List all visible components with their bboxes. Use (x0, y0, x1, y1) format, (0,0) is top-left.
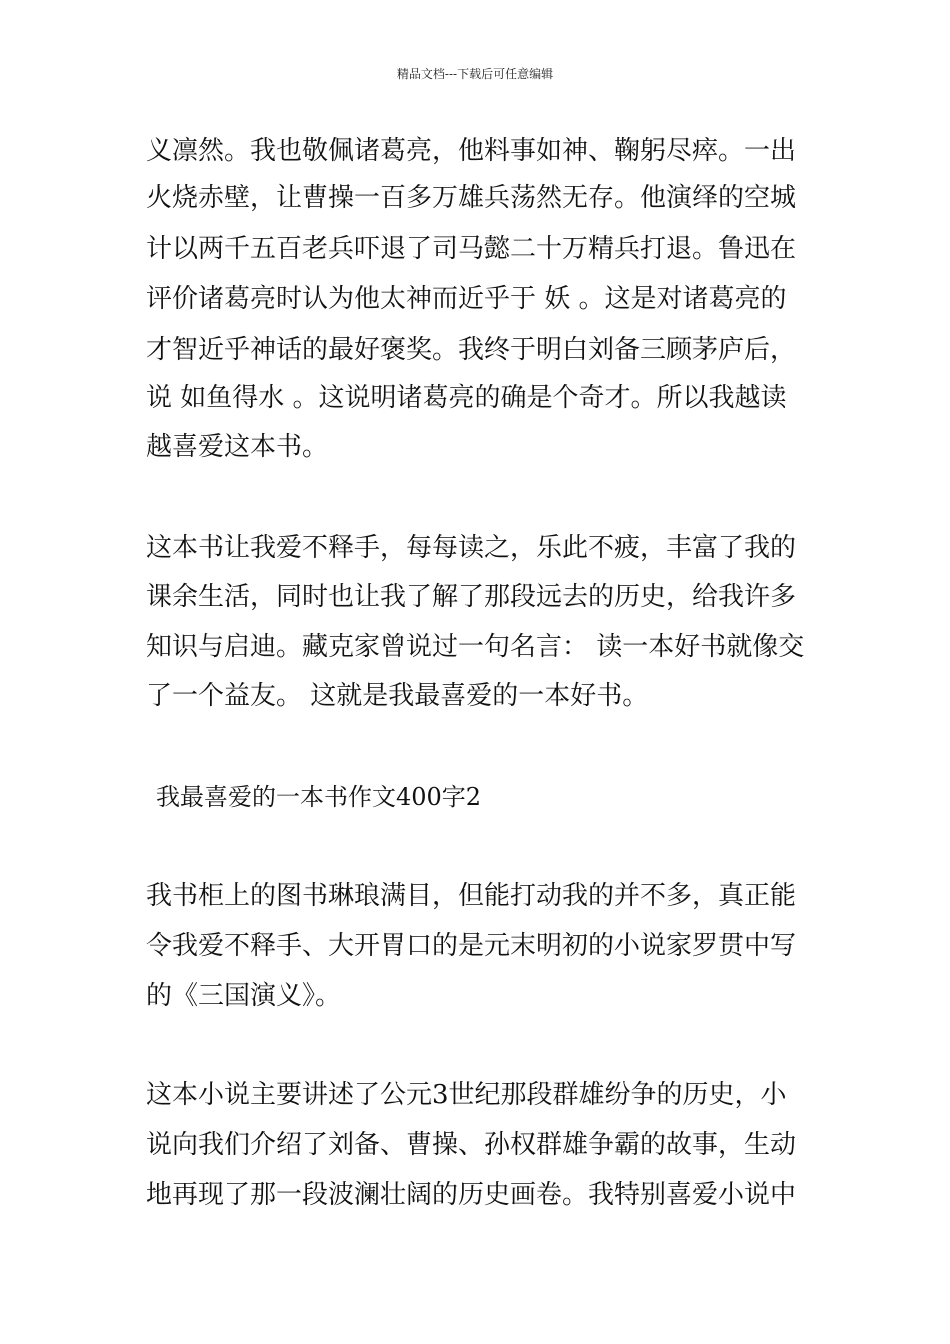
text-line: 说向我们介绍了刘备、曹操、孙权群雄争霸的故事，生动 (146, 1130, 797, 1160)
text-line: 我书柜上的图书琳琅满目，但能打动我的并不多，真正能 (146, 881, 797, 911)
essay-title: 我最喜爱的一本书作文400字2 (156, 783, 482, 811)
text-line: 地再现了那一段波澜壮阔的历史画卷。我特别喜爱小说中 (146, 1180, 797, 1210)
text-line: 火烧赤壁，让曹操一百多万雄兵荡然无存。他演绎的空城 (146, 183, 797, 213)
text-line: 说 如鱼得水 。这说明诸葛亮的确是个奇才。所以我越读 (146, 383, 787, 413)
text-line: 才智近乎神话的最好褒奖。我终于明白刘备三顾茅庐后， (146, 335, 797, 365)
text-line: 计以两千五百老兵吓退了司马懿二十万精兵打退。鲁迅在 (146, 234, 797, 264)
text-line: 了一个益友。 这就是我最喜爱的一本好书。 (146, 681, 649, 711)
text-line: 评价诸葛亮时认为他太神而近乎于 妖 。这是对诸葛亮的 (146, 284, 787, 314)
text-line: 课余生活，同时也让我了解了那段远去的历史，给我许多 (146, 582, 797, 612)
text-line: 知识与启迪。藏克家曾说过一句名言： 读一本好书就像交 (146, 632, 805, 662)
text-line: 这本小说主要讲述了公元3世纪那段群雄纷争的历史，小 (146, 1080, 787, 1110)
text-line: 的《三国演义》。 (146, 981, 342, 1011)
text-line: 这本书让我爱不释手，每每读之，乐此不疲，丰富了我的 (146, 533, 797, 563)
text-line: 义凛然。我也敬佩诸葛亮，他料事如神、鞠躬尽瘁。一出 (146, 136, 797, 166)
page-header: 精品文档---下载后可任意编辑 (396, 67, 554, 81)
text-line: 令我爱不释手、大开胃口的是元末明初的小说家罗贯中写 (146, 931, 797, 961)
text-line: 越喜爱这本书。 (146, 432, 329, 462)
